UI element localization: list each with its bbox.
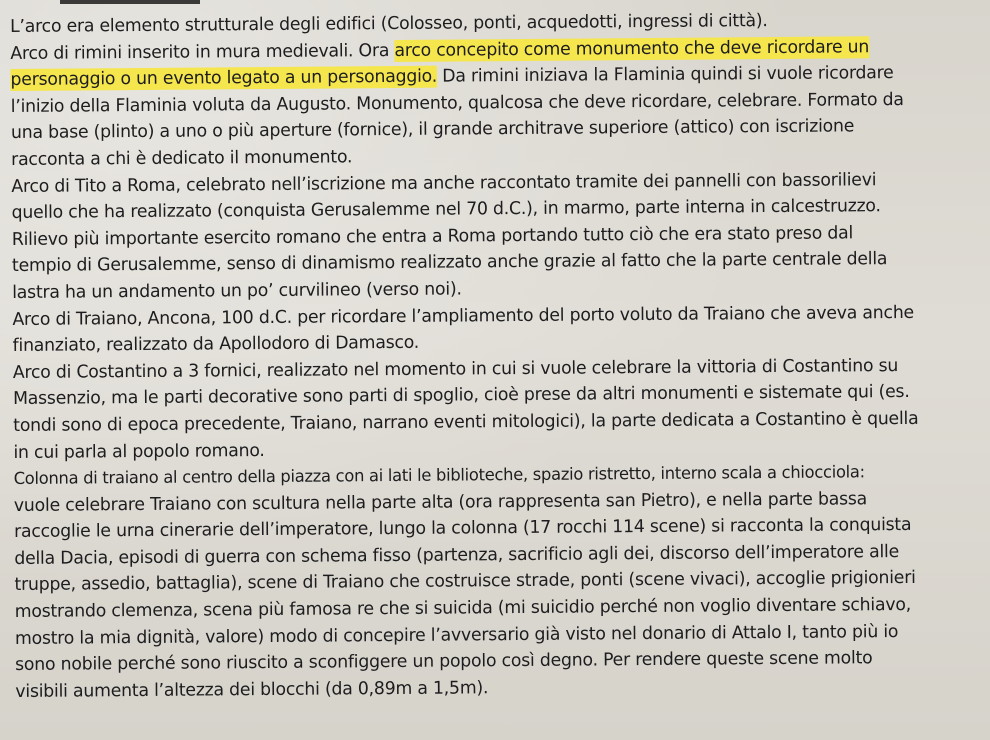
text-line: Colonna di traiano al centro della piazza con ai lati le biblioteche, spazio ristretto, interno scala a chiocciola: (13, 462, 865, 489)
text-line: tondi sono di epoca precedente, Traiano, narrano eventi mitologici), la parte dedicata a Costantino è quella (13, 408, 919, 436)
text-line: lastra ha un andamento un po’ curvilineo (verso noi). (12, 279, 462, 303)
text-line: sono nobile perché sono riuscito a sconfiggere un popolo così degno. Per rendere queste scene molto (15, 648, 873, 676)
text-line: l’inizio della Flaminia voluta da Augusto. Monumento, qualcosa che deve ricordare, celebrare. Formato da (10, 89, 904, 117)
text-line: visibili aumenta l’altezza dei blocchi (da 0,89m a 1,5m). (15, 678, 489, 702)
text-line: finanziato, realizzato da Apollodoro di Damasco. (12, 332, 420, 357)
text-line: mostro la mia dignità, valore) modo di concepire l’avversario già visto nel donario di Attalo I, tanto più io (14, 621, 899, 649)
text-line: della Dacia, episodi di guerra con schema fisso (partenza, sacrificio agli dei, discorso dell’imperatore alle (14, 541, 900, 569)
text-line: L’arco era elemento strutturale degli edifici (Colosseo, ponti, acquedotti, ingressi di città). (10, 11, 768, 37)
text-line: Arco di Costantino a 3 fornici, realizzato nel momento in cui si vuole celebrare la vittoria di Costantino su (12, 355, 899, 383)
text-line: vuole celebrare Traiano con scultura nella parte alta (ora rappresenta san Pietro), e nella parte bassa (13, 488, 868, 516)
highlighted-text: arco concepito come monumento che deve ricordare un (394, 36, 870, 61)
text-line: racconta a chi è dedicato il monumento. (11, 147, 353, 170)
text-line: tempio di Gerusalemme, senso di dinamismo realizzato anche grazie al fatto che la parte centrale della (11, 249, 888, 277)
top-edge-strip (60, 0, 200, 4)
text-line: Arco di Traiano, Ancona, 100 d.C. per ricordare l’ampliamento del porto voluto da Traiano che aveva anche (12, 302, 915, 330)
text-segment: Da rimini iniziava la Flaminia quindi si vuole ricordare (436, 63, 894, 87)
text-line: Rilievo più importante esercito romano che entra a Roma portando tutto ciò che era stato preso dal (11, 223, 854, 250)
text-line: raccoglie le urna cinerarie dell’imperatore, lungo la colonna (17 rocchi 114 scene) si racconta la conquista (13, 515, 912, 543)
text-line: quello che ha realizzato (conquista Gerusalemme nel 70 d.C.), in marmo, parte interna in calcestruzzo. (11, 196, 881, 224)
document-page (10, 6, 990, 705)
text-line: Massenzio, ma le parti decorative sono parti di spoglio, cioè prese da altri monumenti e sistemate qui (es. (12, 382, 910, 410)
text-line: Arco di Tito a Roma, celebrato nell’iscrizione ma anche raccontato tramite dei pannelli con bassorilievi (11, 169, 877, 197)
text-line: mostrando clemenza, scena più famosa re che si suicida (mi suicidio perché non voglio diventare schiavo, (14, 595, 912, 623)
text-line: in cui parla al popolo romano. (13, 440, 265, 463)
highlighted-text: personaggio o un evento legato a un personaggio. (10, 66, 438, 91)
text-line: una base (plinto) a uno o più aperture (fornice), il grande architrave superiore (attico) con iscrizione (10, 116, 855, 144)
text-line: truppe, assedio, battaglia), scene di Traiano che costruisce strade, ponti (scene vivaci), accoglie prigionieri (14, 568, 916, 596)
text-segment: Arco di rimini inserito in mura medievali. Ora (10, 40, 395, 64)
